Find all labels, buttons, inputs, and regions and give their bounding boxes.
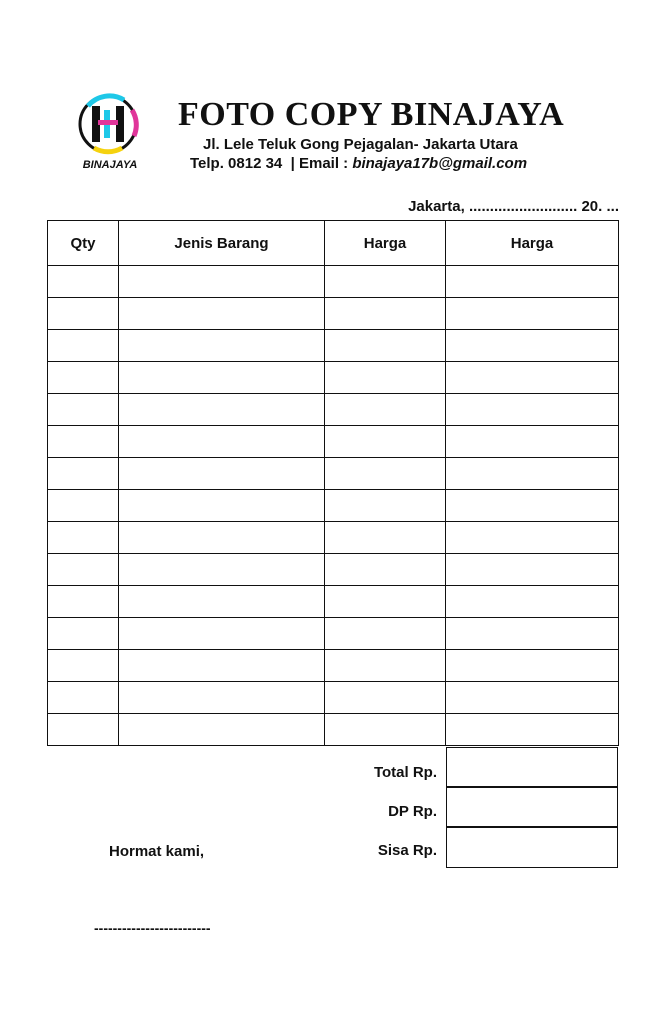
logo [74, 92, 146, 174]
jenis-barang-cell[interactable] [119, 266, 325, 298]
jenis-barang-cell[interactable] [119, 554, 325, 586]
column-header-qty: Qty [48, 221, 119, 266]
jenis-barang-cell[interactable] [119, 330, 325, 362]
qty-cell[interactable] [48, 458, 119, 490]
qty-cell[interactable] [48, 362, 119, 394]
table-row [48, 394, 619, 426]
harga-total-cell[interactable] [446, 554, 619, 586]
column-header-harga: Harga [325, 221, 446, 266]
qty-cell[interactable] [48, 714, 119, 746]
harga-cell[interactable] [325, 650, 446, 682]
dp-label: DP Rp. [388, 803, 437, 820]
table-row [48, 586, 619, 618]
jenis-barang-cell[interactable] [119, 522, 325, 554]
dp-amount-field[interactable] [446, 786, 618, 828]
harga-cell[interactable] [325, 522, 446, 554]
qty-cell[interactable] [48, 650, 119, 682]
harga-cell[interactable] [325, 362, 446, 394]
harga-total-cell[interactable] [446, 298, 619, 330]
sisa-label: Sisa Rp. [377, 842, 437, 859]
jenis-barang-cell[interactable] [119, 490, 325, 522]
harga-total-cell[interactable] [446, 362, 619, 394]
harga-cell[interactable] [325, 458, 446, 490]
qty-cell[interactable] [48, 394, 119, 426]
store-contact [190, 155, 527, 172]
jenis-barang-cell[interactable] [119, 586, 325, 618]
harga-total-cell[interactable] [446, 650, 619, 682]
table-row [48, 330, 619, 362]
qty-cell[interactable] [48, 618, 119, 650]
harga-cell[interactable] [325, 490, 446, 522]
email-address: binajaya17b@gmail.com [352, 155, 528, 172]
table-row [48, 362, 619, 394]
table-row [48, 650, 619, 682]
logo-text: BINAJAYA [82, 159, 138, 171]
harga-cell[interactable] [325, 618, 446, 650]
table-row [48, 266, 619, 298]
qty-cell[interactable] [48, 266, 119, 298]
harga-total-cell[interactable] [446, 714, 619, 746]
harga-cell[interactable] [325, 714, 446, 746]
qty-cell[interactable] [48, 522, 119, 554]
harga-cell[interactable] [325, 330, 446, 362]
harga-cell[interactable] [325, 298, 446, 330]
harga-cell[interactable] [325, 426, 446, 458]
qty-cell[interactable] [48, 490, 119, 522]
jenis-barang-cell[interactable] [119, 458, 325, 490]
column-header-jenis-barang: Jenis Barang [119, 221, 325, 266]
qty-cell[interactable] [48, 554, 119, 586]
harga-total-cell[interactable] [446, 458, 619, 490]
harga-cell[interactable] [325, 682, 446, 714]
qty-cell[interactable] [48, 682, 119, 714]
table-row [48, 522, 619, 554]
jenis-barang-cell[interactable] [119, 714, 325, 746]
phone-number: Telp. 0812 34 [190, 155, 283, 172]
signature-line: ------------------------- [94, 920, 211, 936]
jenis-barang-cell[interactable] [119, 394, 325, 426]
jenis-barang-cell[interactable] [119, 650, 325, 682]
store-address: Jl. Lele Teluk Gong Pejagalan- Jakarta Utara [203, 136, 518, 153]
jenis-barang-cell[interactable] [119, 426, 325, 458]
table-row [48, 490, 619, 522]
harga-total-cell[interactable] [446, 394, 619, 426]
harga-total-cell[interactable] [446, 490, 619, 522]
harga-total-cell[interactable] [446, 266, 619, 298]
greeting: Hormat kami, [109, 843, 205, 860]
table-row [48, 618, 619, 650]
harga-total-cell[interactable] [446, 426, 619, 458]
harga-cell[interactable] [325, 394, 446, 426]
table-row [48, 554, 619, 586]
items-table [47, 220, 619, 746]
table-row [48, 682, 619, 714]
jenis-barang-cell[interactable] [119, 682, 325, 714]
qty-cell[interactable] [48, 330, 119, 362]
qty-cell[interactable] [48, 426, 119, 458]
harga-total-cell[interactable] [446, 586, 619, 618]
harga-total-cell[interactable] [446, 522, 619, 554]
harga-cell[interactable] [325, 554, 446, 586]
table-row [48, 714, 619, 746]
table-row [48, 298, 619, 330]
table-row [48, 426, 619, 458]
email-label: | Email : [290, 155, 349, 172]
jenis-barang-cell[interactable] [119, 362, 325, 394]
table-header-row [48, 221, 619, 266]
total-label: Total Rp. [373, 764, 437, 781]
qty-cell[interactable] [48, 586, 119, 618]
date-line: Jakarta, .......................... 20. ... [408, 198, 619, 215]
harga-total-cell[interactable] [446, 618, 619, 650]
table-row [48, 458, 619, 490]
harga-cell[interactable] [325, 586, 446, 618]
jenis-barang-cell[interactable] [119, 298, 325, 330]
harga-total-cell[interactable] [446, 330, 619, 362]
qty-cell[interactable] [48, 298, 119, 330]
jenis-barang-cell[interactable] [119, 618, 325, 650]
column-header-harga-total: Harga [446, 221, 619, 266]
total-amount-field[interactable] [446, 747, 618, 788]
harga-total-cell[interactable] [446, 682, 619, 714]
store-name: FOTO COPY BINAJAYA [178, 96, 565, 133]
table-body [48, 266, 619, 746]
sisa-amount-field[interactable] [446, 826, 618, 868]
binajaya-logo-mark [74, 92, 146, 174]
harga-cell[interactable] [325, 266, 446, 298]
